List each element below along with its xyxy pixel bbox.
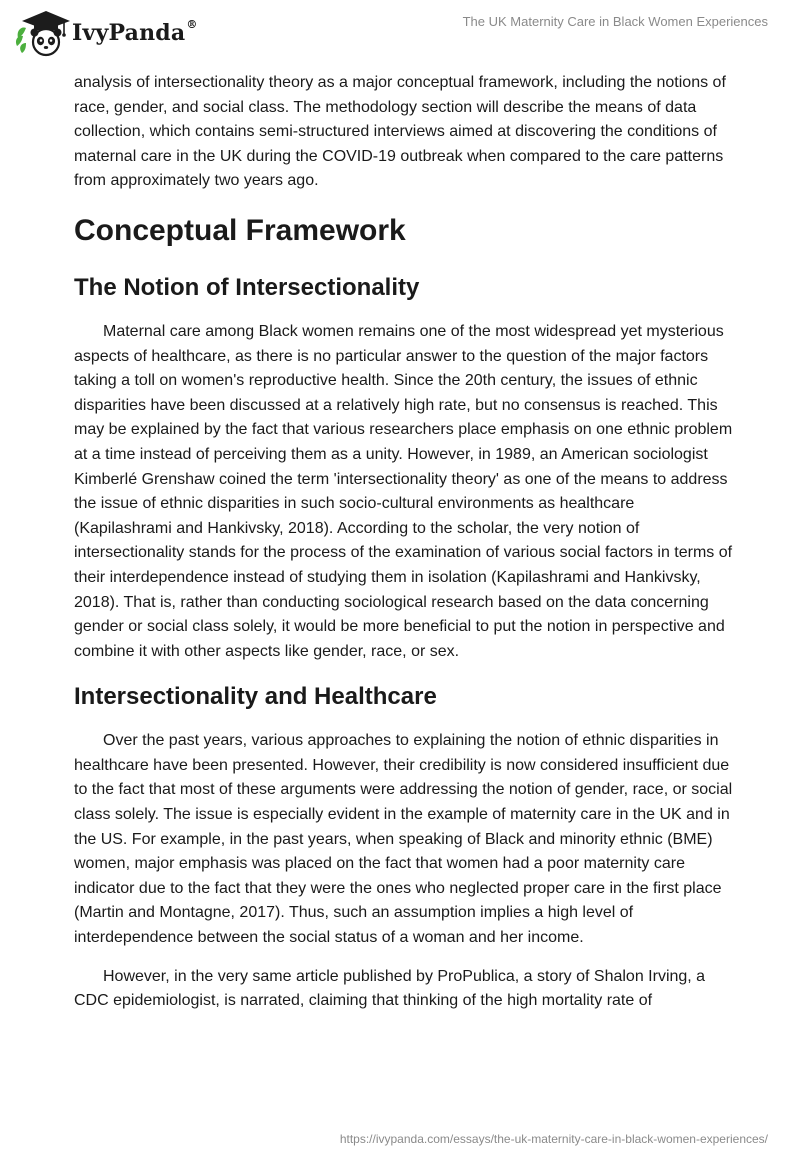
page-header bbox=[0, 0, 800, 70]
trademark-symbol: ® bbox=[186, 17, 198, 31]
source-url[interactable]: https://ivypanda.com/essays/the-uk-maternity-care-in-black-women-experiences/ bbox=[339, 1132, 768, 1146]
paragraph-healthcare-1: Over the past years, various approaches to explaining the notion of ethnic disparities in healthcare have been presented. However, their credibility is now considered insufficient due to the fact that most of these arguments were addressing the notion of gender, race, or social class solely. The issue is especially evident in the example of maternity care in the UK and in the US. For example, in the past years, when speaking of Black and minority ethnic (BME) women, major emphasis was placed on the fact that women had a poor maternity care indicator due to the fact that they were the ones who neglected proper care in the first place (Martin and Montagne, 2017). Thus, such an assumption implies a high level of interdependence between the social status of a woman and her income. bbox=[74, 732, 733, 947]
brand-name: IvyPanda® bbox=[72, 17, 198, 46]
ivypanda-logo[interactable] bbox=[14, 8, 198, 58]
document-body bbox=[74, 71, 734, 1014]
document-title: The UK Maternity Care in Black Women Experiences bbox=[462, 14, 768, 29]
subsection-heading-intersectionality: The Notion of Intersectionality bbox=[74, 273, 420, 301]
paragraph-healthcare-2: However, in the very same article published by ProPublica, a story of Shalon Irving, a CDC epidemiologist, is narrated, claiming that thinking of the high mortality rate of bbox=[74, 967, 706, 1010]
paragraph-intersectionality: Maternal care among Black women remains one of the most widespread yet mysterious aspects of healthcare, as there is no particular answer to the question of the major factors taking a toll on women's reproductive health. Since the 20th century, the issues of ethnic disparities have been discussed at a relatively high rate, but no consensus is reached. This may be explained by the fact that various researchers place emphasis on one ethnic problem at a time instead of perceiving them as a unity. However, in 1989, an American sociologist Kimberlé Grenshaw coined the term 'intersectionality theory' as one of the means to address the issue of ethnic disparities in such socio-cultural environments as healthcare (Kapilashrami and Hankivsky, 2018). According to the scholar, the very notion of intersectionality stands for the process of the examination of various social factors in terms of their interdependence instead of studying them in isolation (Kapilashrami and Hankivsky, 2018). That is, rather than conducting sociological research based on the data concerning gender or social class solely, it would be more beneficial to put the notion in perspective and combine it with other aspects like gender, race, or sex. bbox=[74, 322, 733, 660]
intro-paragraph: analysis of intersectionality theory as a major conceptual framework, including the notions of race, gender, and social class. The methodology section will describe the means of data collection, which contains semi-structured interviews aimed at discovering the conditions of maternal care in the UK during the COVID-19 outbreak when compared to the care patterns from approximately two years ago. bbox=[74, 74, 726, 190]
subsection-heading-healthcare: Intersectionality and Healthcare bbox=[74, 683, 437, 711]
panda-graduation-cap-icon bbox=[14, 8, 70, 58]
section-heading: Conceptual Framework bbox=[74, 213, 406, 247]
